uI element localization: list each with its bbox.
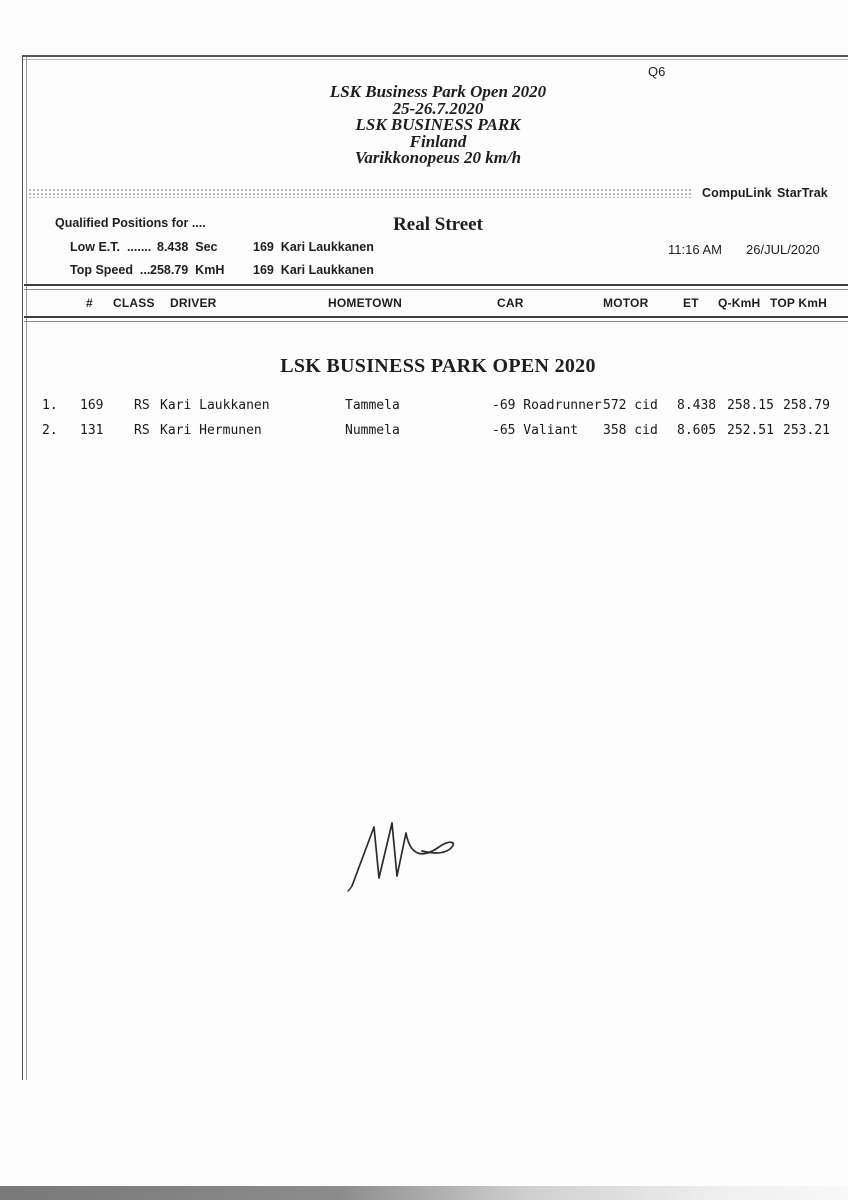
table-rule-top bbox=[24, 284, 848, 290]
table-row bbox=[0, 398, 848, 415]
brand-startrak: StarTrak bbox=[777, 186, 828, 200]
col-header-qkmh: Q-KmH bbox=[718, 296, 761, 310]
brand-compulink: CompuLink bbox=[702, 186, 772, 200]
print-date: 26/JUL/2020 bbox=[746, 242, 820, 257]
qualifying-heading: Qualified Positions for .... bbox=[55, 216, 206, 230]
results-title: LSK BUSINESS PARK OPEN 2020 bbox=[280, 355, 596, 377]
row-hometown: Nummela bbox=[345, 423, 400, 438]
page-code: Q6 bbox=[648, 64, 666, 79]
halftone-divider bbox=[28, 188, 692, 198]
col-header-et: ET bbox=[683, 296, 699, 310]
event-note: Varikkonopeus 20 km/h bbox=[354, 148, 522, 167]
table-rule-bottom bbox=[24, 316, 848, 322]
row-et: 8.605 bbox=[677, 423, 717, 438]
event-country: Finland bbox=[409, 131, 467, 151]
low-et-label: Low E.T. ....... bbox=[70, 240, 152, 254]
col-header-hometown: HOMETOWN bbox=[328, 296, 403, 310]
class-title: Real Street bbox=[393, 214, 483, 235]
paper-edge-top-shadow bbox=[22, 59, 848, 60]
col-header-number: # bbox=[86, 296, 93, 310]
row-et: 8.438 bbox=[677, 398, 717, 413]
col-header-driver: DRIVER bbox=[170, 296, 217, 310]
event-venue: LSK BUSINESS PARK bbox=[355, 115, 521, 134]
top-speed-holder: 169 Kari Laukkanen bbox=[253, 263, 374, 277]
col-header-motor: MOTOR bbox=[603, 296, 649, 310]
row-class: RS bbox=[134, 398, 150, 413]
row-q-kmh: 252.51 bbox=[727, 423, 774, 438]
low-et-value: 8.438 Sec bbox=[157, 240, 218, 254]
event-header bbox=[28, 84, 848, 167]
row-car-number: 169 bbox=[80, 398, 104, 413]
top-speed-label: Top Speed ... bbox=[70, 263, 151, 277]
paper-edge-left-line bbox=[22, 57, 23, 1080]
row-position: 1. bbox=[42, 398, 58, 413]
row-top-kmh: 253.21 bbox=[783, 423, 830, 438]
col-header-topkmh: TOP KmH bbox=[770, 296, 827, 310]
row-q-kmh: 258.15 bbox=[727, 398, 774, 413]
row-driver: Kari Laukkanen bbox=[160, 398, 270, 413]
row-car: -65 Valiant bbox=[492, 423, 579, 438]
row-motor: 358 cid bbox=[603, 423, 658, 438]
event-dates: 25-26.7.2020 bbox=[392, 98, 484, 118]
col-header-car: CAR bbox=[497, 296, 524, 310]
scan-bottom-band bbox=[0, 1186, 848, 1200]
row-top-kmh: 258.79 bbox=[783, 398, 830, 413]
row-car-number: 131 bbox=[80, 423, 104, 438]
row-position: 2. bbox=[42, 423, 58, 438]
low-et-holder: 169 Kari Laukkanen bbox=[253, 240, 374, 254]
row-driver: Kari Hermunen bbox=[160, 423, 262, 438]
paper-edge-left-shadow bbox=[26, 57, 27, 1080]
row-motor: 572 cid bbox=[603, 398, 658, 413]
row-car: -69 Roadrunner bbox=[492, 398, 602, 413]
table-row bbox=[0, 423, 848, 440]
paper-edge-top-line bbox=[22, 55, 848, 57]
event-title: LSK Business Park Open 2020 bbox=[329, 82, 547, 101]
col-header-class: CLASS bbox=[113, 296, 155, 310]
top-speed-value: 258.79 KmH bbox=[150, 263, 225, 277]
row-class: RS bbox=[134, 423, 150, 438]
print-time: 11:16 AM bbox=[668, 242, 722, 257]
signature-scribble bbox=[346, 820, 464, 892]
row-hometown: Tammela bbox=[345, 398, 400, 413]
